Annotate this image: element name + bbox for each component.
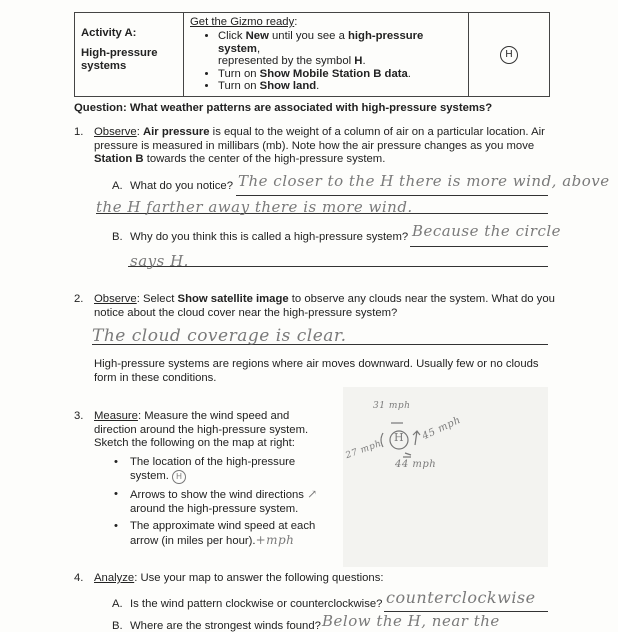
sketch-right-speed: 45 mph — [420, 414, 463, 443]
q2-answer: The cloud coverage is clear. — [92, 326, 347, 346]
question-heading: Question: What weather patterns are associated with high-pressure systems? — [74, 102, 493, 114]
gizmo-ready-cell: Get the Gizmo ready: • Click New until you see a high-pressure system, represented by the symbol H. • Turn on Show Mobile Station B data. • Turn on Show land. — [184, 13, 469, 97]
q4b-answer: Below the H, near the — [322, 612, 500, 630]
q4a-question: Is the wind pattern clockwise or counterclockwise? — [130, 598, 383, 610]
q1a-answer-line2: the H farther away there is more wind. — [96, 198, 413, 216]
q1-number: 1. — [74, 126, 84, 138]
q1b-answer-line1: Because the circle — [412, 222, 562, 240]
q1b-answer-line2: says H. — [130, 252, 189, 270]
map-sketch-area — [343, 387, 548, 567]
q1b-label: B. — [112, 231, 123, 243]
q3-bullet: • The approximate wind speed at each arrow (in miles per hour).+mph — [114, 520, 316, 547]
right-wind-arrow — [413, 431, 420, 445]
q4b-question: Where are the strongest winds found? — [130, 620, 321, 632]
q3-bullet: • Arrows to show the wind directions ↗ around the high-pressure system. — [114, 487, 318, 515]
sketch-center-h: H — [394, 431, 405, 444]
q2-number: 2. — [74, 293, 84, 305]
q4-number: 4. — [74, 572, 84, 584]
gizmo-step: • Click New until you see a high-pressure system, — [218, 30, 462, 55]
q3-text: Measure: Measure the wind speed and direction around the high-pressure system. Sketch the following on the map at right: — [94, 410, 309, 449]
q2-note: High-pressure systems are regions where air moves downward. Usually few or no clouds form in these conditions. — [94, 358, 539, 384]
answer-line — [128, 266, 548, 267]
symbol-cell — [469, 13, 550, 97]
sketch-left-speed: 27 mph — [344, 438, 383, 462]
q1b-question: Why do you think this is called a high-pressure system? — [130, 231, 409, 243]
gizmo-steps-list — [190, 30, 462, 93]
mph-mark: +mph — [255, 532, 295, 547]
q1-text: Observe: Air pressure is equal to the weight of a column of air on a particular location. Air pressure is measured in millibars (mb). Note how the air pressure changes as you move Station B towards the center of the high-pressure system. — [94, 126, 545, 165]
q1a-answer-line1: The closer to the H there is more wind, above — [238, 172, 610, 190]
gizmo-step: • Turn on Show Mobile Station B data. — [218, 68, 462, 81]
bottom-wind-arrow — [403, 453, 411, 457]
q1a-question: What do you notice? — [130, 180, 233, 192]
activity-header-table — [74, 12, 550, 97]
gizmo-ready-heading: Get the Gizmo ready — [190, 16, 295, 28]
wind-sketch-svg — [343, 387, 548, 567]
q4-text: Analyze: Use your map to answer the following questions: — [94, 572, 384, 584]
q2-text: Observe: Select Show satellite image to observe any clouds near the system. What do you notice about the cloud cover near the high-pressure system? — [94, 293, 555, 319]
activity-title-cell — [75, 13, 184, 97]
q4b-label: B. — [112, 620, 123, 632]
activity-subtitle: High-pressure systems — [81, 47, 158, 72]
q4a-answer: counterclockwise — [386, 588, 536, 607]
h-symbol-icon: H — [172, 470, 186, 484]
sketch-bottom-speed: 44 mph — [395, 459, 437, 470]
q4a-label: A. — [112, 598, 123, 610]
activity-title: Activity A: — [81, 27, 137, 39]
gizmo-step: • Turn on Show land. — [218, 80, 462, 93]
high-pressure-symbol-icon: H — [500, 46, 518, 64]
q1a-label: A. — [112, 180, 123, 192]
arrow-mark-icon: ↗ — [307, 487, 318, 501]
q3-bullet: • The location of the high-pressure system. H — [114, 456, 296, 482]
q3-number: 3. — [74, 410, 84, 422]
gizmo-step-continued: represented by the symbol H. — [218, 55, 366, 67]
answer-line — [410, 246, 548, 247]
answer-line — [236, 195, 548, 196]
sketch-top-speed: 31 mph — [373, 401, 411, 411]
